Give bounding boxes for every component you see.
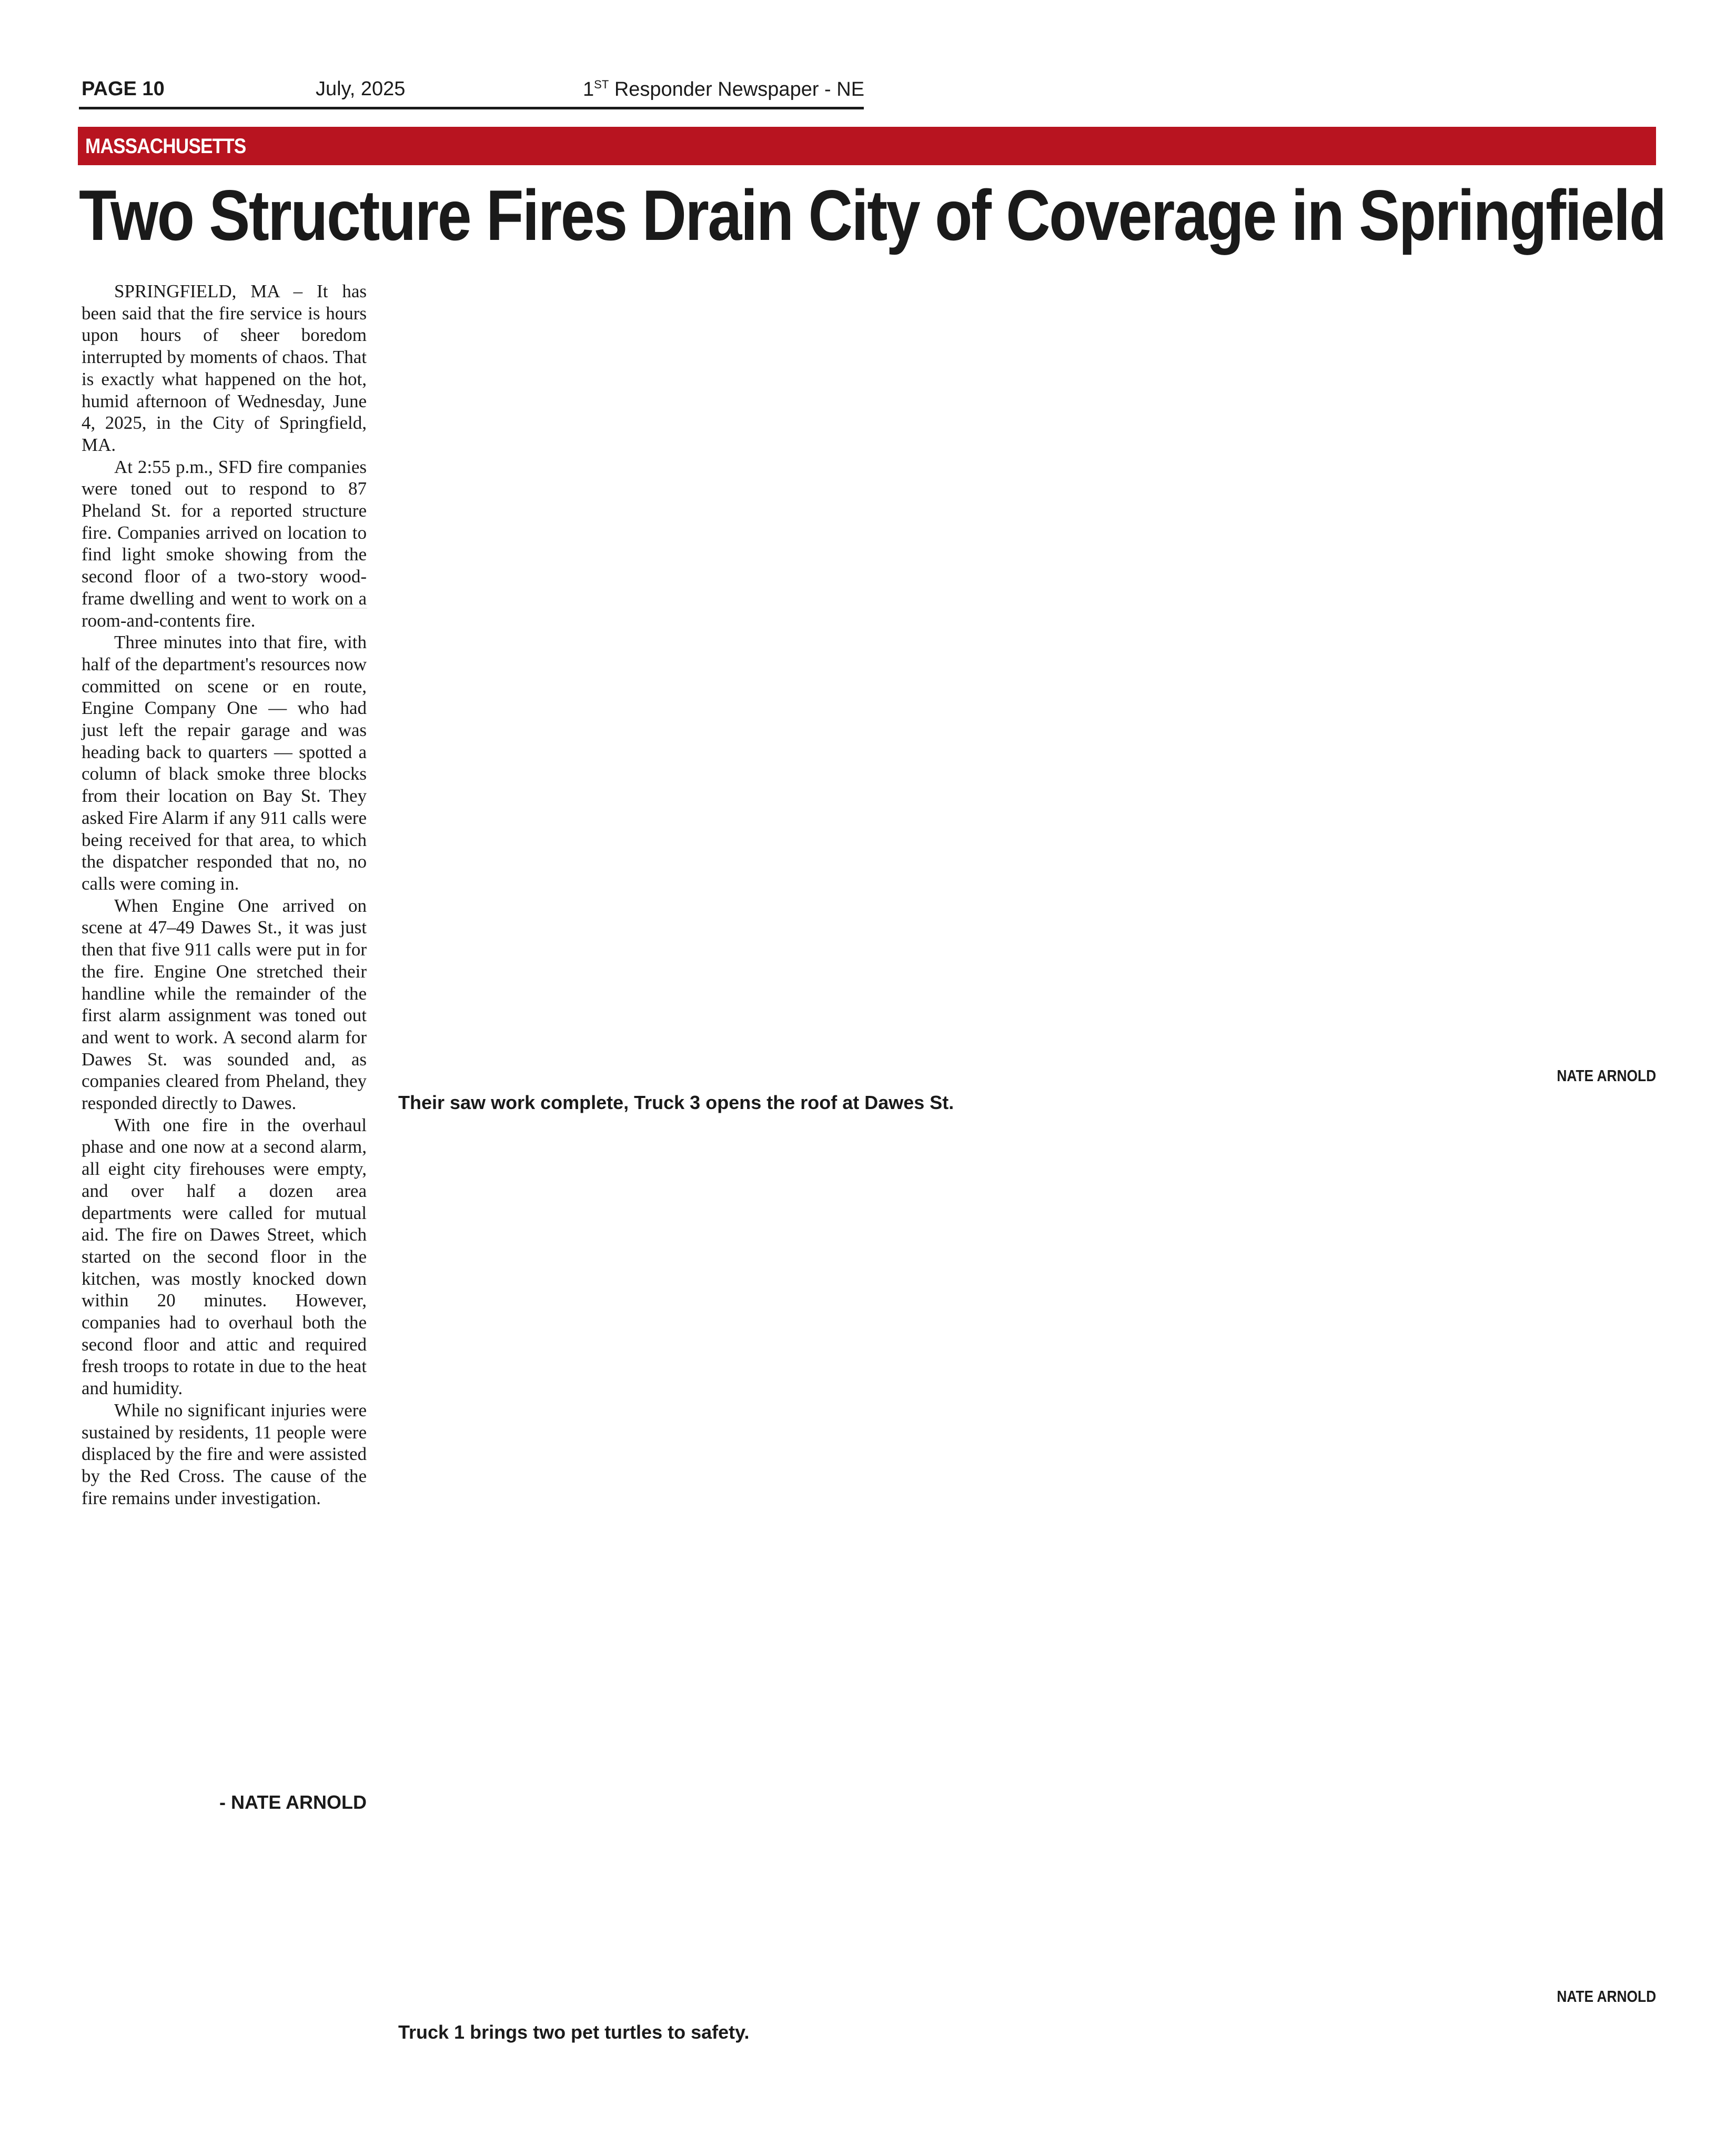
article-paragraph: When Engine One arrived on scene at 47–49 Dawes St., it was just then that five 911 calls were put in for the fire. Engine One stretched their handline while the remainder of the first alarm assignment was toned out and went to work. A second alarm for Dawes St. was sounded and, as companies cleared from Pheland, they responded directly to Dawes. <box>82 895 367 1114</box>
article-body <box>82 280 367 1509</box>
issue-date: July, 2025 <box>316 78 406 100</box>
section-band <box>78 127 1656 165</box>
headline: Two Structure Fires Drain City of Coverage in Springfield <box>79 175 1666 255</box>
photo-credit: NATE ARNOLD <box>1557 1066 1656 1085</box>
publication-number: 1 <box>583 78 594 100</box>
article-paragraph: While no significant injuries were sustained by residents, 11 people were displaced by the fire and were assisted by the Red Cross. The cause of the fire remains under investigation. <box>82 1399 367 1508</box>
photo-caption: Their saw work complete, Truck 3 opens the roof at Dawes St. <box>398 1092 954 1113</box>
article-byline: - NATE ARNOLD <box>219 1791 367 1813</box>
photo-credit: NATE ARNOLD <box>1557 1987 1656 2006</box>
page-number: PAGE 10 <box>82 78 165 100</box>
photo-caption: Truck 1 brings two pet turtles to safety. <box>398 2021 750 2043</box>
section-label: MASSACHUSETTS <box>85 135 246 158</box>
article-paragraph: Three minutes into that fire, with half of the department's resources now committed on scene or en route, Engine Company One — who had just left the repair garage and was heading back to quarters — spotted a column of black smoke three blocks from their location on Bay St. They asked Fire Alarm if any 911 calls were being received for that area, to which the dispatcher responded that no, no calls were coming in. <box>82 632 367 894</box>
article-paragraph: SPRINGFIELD, MA – It has been said that the fire service is hours upon hours of sheer boredom interrupted by moments of chaos. That is exactly what happened on the hot, humid afternoon of Wednesday, June 4, 2025, in the City of Springfield, MA. <box>82 281 367 455</box>
photo-roof-operation <box>397 284 1656 1068</box>
article-paragraph: At 2:55 p.m., SFD fire companies were toned out to respond to 87 Pheland St. for a reported structure fire. Companies arrived on location to find light smoke showing from the second floor of a two-story wood-frame dwelling and went to work on a room-and-contents fire. <box>82 456 367 631</box>
publication-name <box>583 79 864 99</box>
header-rule <box>79 107 864 109</box>
photo-turtle-rescue <box>397 1131 1656 1983</box>
publication-title: Responder Newspaper - NE <box>609 78 865 100</box>
publication-ordinal: ST <box>594 78 609 91</box>
article-paragraph: With one fire in the overhaul phase and one now at a second alarm, all eight city firehouses were empty, and over half a dozen area departments were called for mutual aid. The fire on Dawes Street, which started on the second floor in the kitchen, was mostly knocked down within 20 minutes. However, companies had to overhaul both the second floor and attic and required fresh troops to rotate in due to the heat and humidity. <box>82 1114 367 1399</box>
